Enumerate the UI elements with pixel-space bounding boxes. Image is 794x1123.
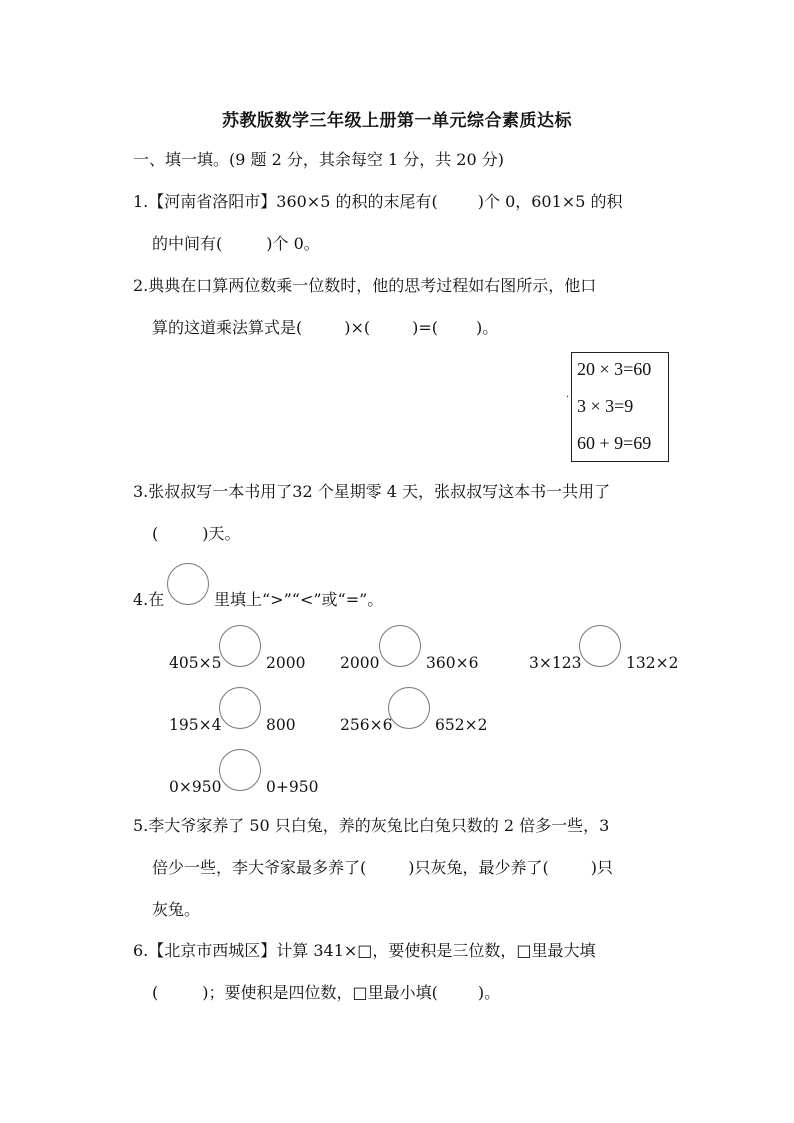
compare-circle[interactable] (579, 625, 621, 667)
q1-text-c: 的中间有( (152, 234, 223, 253)
question-2-line-1: 2.典典在口算两位数乘一位数时，他的思考过程如右图所示，他口 (133, 276, 597, 295)
q6-text-a: ( (152, 983, 159, 1002)
question-4-prefix: 4.在 (133, 590, 165, 609)
figure-line-3: 60 + 9=69 (577, 433, 652, 453)
compare-circle[interactable] (388, 687, 430, 729)
q2-text-d: )。 (476, 318, 499, 337)
question-1-line-2 (152, 234, 320, 254)
q2-text-a: 算的这道乘法算式是( (152, 318, 303, 337)
question-3-line-2 (152, 524, 241, 544)
compare-right: 0+950 (266, 778, 319, 796)
question-5-line-3: 灰兔。 (152, 900, 201, 919)
q1-text-a: 1.【河南省洛阳市】360×5 的积的末尾有( (133, 192, 438, 211)
q1-text-b: )个 0，601×5 的积 (477, 192, 623, 211)
q6-text-b: )；要使积是四位数，□里最小填( (202, 983, 438, 1002)
compare-circle[interactable] (379, 625, 421, 667)
compare-circle-sample (167, 563, 209, 605)
compare-right: 2000 (266, 654, 306, 672)
compare-circle[interactable] (219, 687, 261, 729)
q2-text-b: )×( (344, 318, 371, 337)
figure-line-1: 20 × 3=60 (577, 359, 652, 379)
compare-circle[interactable] (219, 749, 261, 791)
compare-left: 2000 (340, 654, 380, 672)
stray-dot: · (566, 392, 570, 403)
question-2-line-2 (152, 318, 498, 338)
q6-text-c: )。 (477, 983, 501, 1002)
question-4-suffix: 里填上“>”“<”或“=”。 (214, 590, 384, 609)
q5-text-b: )只灰兔，最少养了( (408, 858, 549, 877)
q3-text-a: ( (152, 524, 159, 543)
page-title: 苏教版数学三年级上册第一单元综合素质达标 (222, 111, 572, 131)
question-1-line-1 (133, 192, 622, 212)
question-3-line-1: 3.张叔叔写一本书用了32 个星期零 4 天，张叔叔写这本书一共用了 (133, 482, 611, 501)
question-6-line-2 (152, 983, 500, 1003)
q1-text-d: )个 0。 (266, 234, 320, 253)
q5-text-c: )只 (590, 858, 613, 877)
compare-right: 132×2 (626, 654, 679, 672)
figure-line-2: 3 × 3=9 (577, 396, 634, 416)
question-6-line-1: 6.【北京市西城区】计算 341×□，要使积是三位数，□里最大填 (133, 941, 596, 960)
q3-text-b: )天。 (202, 524, 241, 543)
compare-left: 195×4 (169, 716, 222, 734)
compare-right: 360×6 (426, 654, 479, 672)
q5-text-a: 倍少一些，李大爷家最多养了( (152, 858, 367, 877)
compare-right: 652×2 (435, 716, 488, 734)
compare-left: 256×6 (340, 716, 393, 734)
question-5-line-2 (152, 858, 613, 878)
compare-left: 3×123 (529, 654, 582, 672)
section-heading: 一、填一填。(9 题 2 分，其余每空 1 分，共 20 分) (133, 150, 504, 169)
compare-left: 0×950 (169, 778, 222, 796)
q2-text-c: )=( (412, 318, 439, 337)
compare-right: 800 (266, 716, 296, 734)
calculation-figure (571, 352, 669, 462)
compare-left: 405×5 (169, 654, 222, 672)
question-5-line-1: 5.李大爷家养了 50 只白兔，养的灰兔比白兔只数的 2 倍多一些，3 (133, 816, 610, 835)
compare-circle[interactable] (219, 625, 261, 667)
